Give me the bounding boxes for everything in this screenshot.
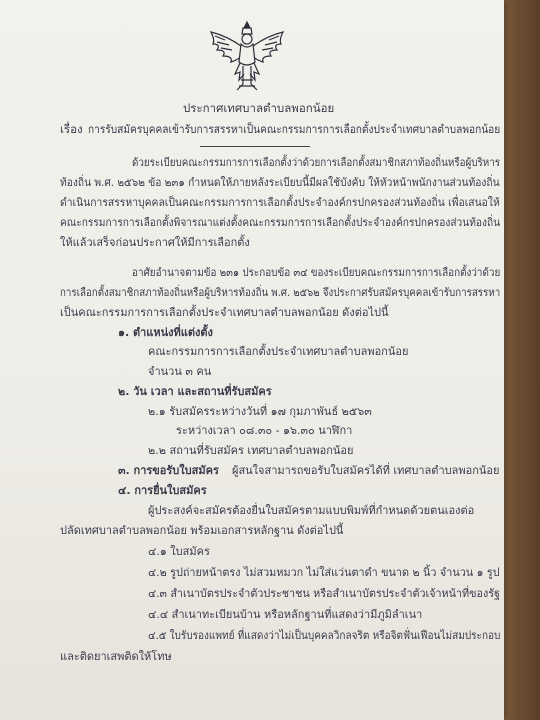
wood-background — [498, 0, 540, 720]
para1-line-4: คณะกรรมการการเลือกตั้งพิจารณาแต่งตั้งคณะกรรมการการเลือกตั้งประจำองค์กรปกครองส่วนท้องถิ่น — [60, 216, 501, 229]
para1-line-1: ด้วยระเบียบคณะกรรมการการเลือกตั้งว่าด้วยการเลือกตั้งสมาชิกสภาท้องถิ่นหรือผู้บริหาร — [132, 156, 501, 169]
divider-line — [200, 146, 310, 147]
section-4-intro-1: ผู้ประสงค์จะสมัครต้องยื่นใบสมัครตามแบบพิมพ์ที่กำหนดด้วยตนเองต่อ — [148, 504, 475, 517]
section-2-line-3: ๒.๒ สถานที่รับสมัคร เทศบาลตำบลพอกน้อย — [148, 444, 354, 457]
para2-line-1: อาศัยอำนาจตามข้อ ๒๓๑ ประกอบข้อ ๓๔ ของระเบียบคณะกรรมการการเลือกตั้งว่าด้วย — [132, 266, 501, 279]
para2-line-2: การเลือกตั้งสมาชิกสภาท้องถิ่นหรือผู้บริหารท้องถิ่น พ.ศ. ๒๕๖๒ จึงประกาศรับสมัครบุคคลเข้ารับการสรรหา — [60, 286, 501, 299]
section-1-line-1: คณะกรรมการการเลือกตั้งประจำเทศบาลตำบลพอกน้อย — [148, 345, 409, 358]
garuda-emblem-icon — [207, 18, 287, 93]
section-4-tail: และติดยาเสพติดให้โทษ — [60, 650, 172, 663]
section-2-line-1: ๒.๑ รับสมัครระหว่างวันที่ ๑๗ กุมภาพันธ์ ๒๕๖๓ — [148, 405, 372, 418]
para1-line-2: ท้องถิ่น พ.ศ. ๒๕๖๒ ข้อ ๒๓๑ กำหนดให้ภายหลังระเบียบนี้มีผลใช้บังคับ ให้หัวหน้าพนักงานส่วนท้องถิ่น — [60, 176, 500, 189]
subject-label: เรื่อง — [60, 122, 83, 136]
para2-line-3: เป็นคณะกรรมการการเลือกตั้งประจำเทศบาลตำบลพอกน้อย ดังต่อไปนี้ — [60, 306, 389, 319]
announcement-header: ประกาศเทศบาลตำบลพอกน้อย — [183, 101, 335, 115]
section-4-item-3: ๔.๓ สำเนาบัตรประจำตัวประชาชน หรือสำเนาบัตรประจำตัวเจ้าหน้าที่ของรัฐ — [148, 587, 500, 600]
para1-line-3: ดำเนินการสรรหาบุคคลเป็นคณะกรรมการการเลือกตั้งประจำองค์กรปกครองส่วนท้องถิ่น เพื่อเสนอให้ — [60, 196, 500, 209]
section-4-item-4: ๔.๔ สำเนาทะเบียนบ้าน หรือหลักฐานที่แสดงว่ามีภูมิลำเนา — [148, 608, 423, 621]
section-2-heading: ๒. วัน เวลา และสถานที่รับสมัคร — [118, 385, 272, 398]
subject-text: การรับสมัครบุคคลเข้ารับการสรรหาเป็นคณะกรรมการการเลือกตั้งประจำเทศบาลตำบลพอกน้อย — [88, 122, 501, 136]
section-4-item-1: ๔.๑ ใบสมัคร — [148, 545, 210, 558]
section-4-intro-2: ปลัดเทศบาลตำบลพอกน้อย พร้อมเอกสารหลักฐาน ดังต่อไปนี้ — [60, 524, 344, 537]
section-4-item-2: ๔.๒ รูปถ่ายหน้าตรง ไม่สวมหมวก ไม่ใส่แว่นตาดำ ขนาด ๒ นิ้ว จำนวน ๑ รูป — [148, 566, 500, 579]
section-1-line-2: จำนวน ๓ คน — [148, 365, 212, 378]
section-3-heading: ๓. การขอรับใบสมัคร — [118, 464, 219, 477]
section-3-text: ผู้สนใจสามารถขอรับใบสมัครได้ที่ เทศบาลตำบลพอกน้อย — [232, 464, 500, 477]
section-2-line-2: ระหว่างเวลา ๐๘.๓๐ - ๑๖.๓๐ นาฬิกา — [176, 424, 353, 437]
section-4-heading: ๔. การยื่นใบสมัคร — [118, 484, 207, 497]
para1-line-5: ให้แล้วเสร็จก่อนประกาศให้มีการเลือกตั้ง — [60, 236, 250, 249]
section-4-item-5: ๔.๕ ใบรับรองแพทย์ ที่แสดงว่าไม่เป็นบุคคลวิกลจริต หรือจิตฟั่นเฟือนไม่สมประกอบ — [148, 629, 501, 642]
section-1-heading: ๑. ตำแหน่งที่แต่งตั้ง — [118, 326, 213, 339]
